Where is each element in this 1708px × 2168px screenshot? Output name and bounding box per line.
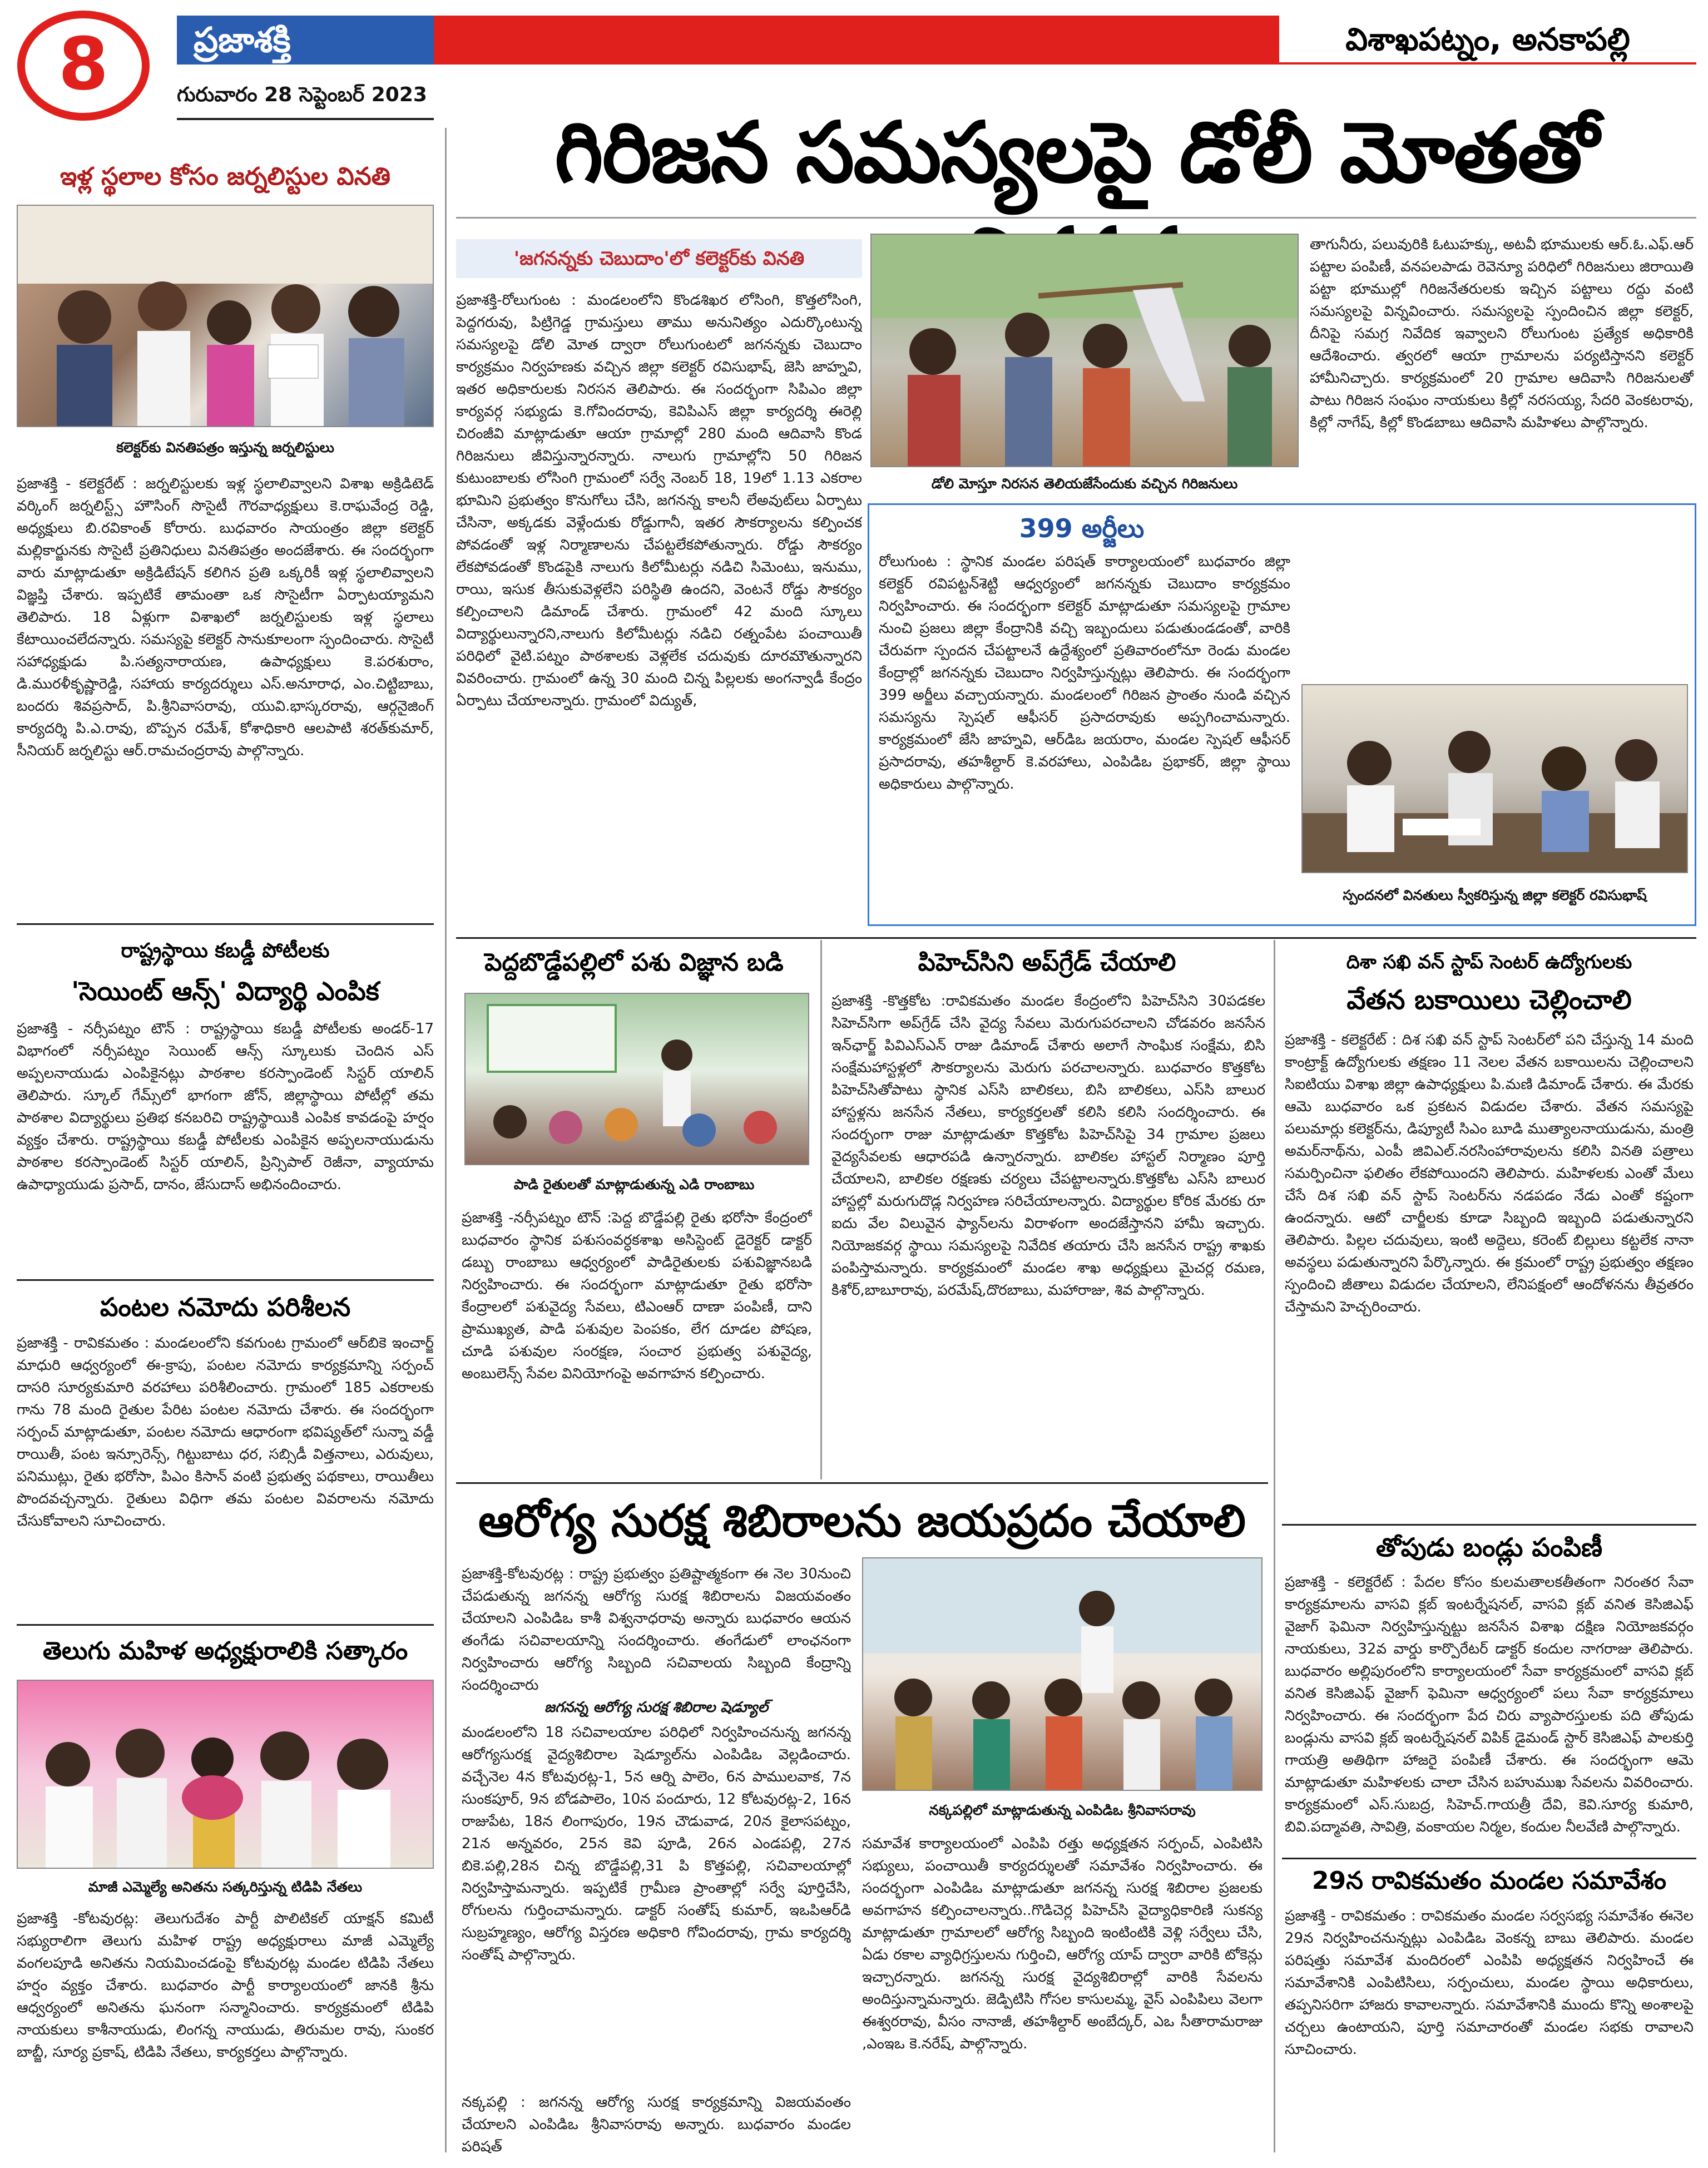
health-body-intro: ప్రజాశక్తి-కోటవురట్ల : రాష్ట్ర ప్రభుత్వం ప్రతిష్టాత్మకంగా ఈ నెల 30నుంచి చేపడుతున్న జగనన్న ఆరోగ్య సురక్ష శిబిరాలను విజయవంతం చేయాలని ఎంపిడిఒ కాశీ విశ్వనాధరావు అన్నారు బుధవారం ఆయన తంగేడు సచివాలయాన్ని సందర్శించారు. తంగేడులో లాంఛనంగా నిర్వహించారు ఆరోగ్య సిబ్బంది సచివాలయ సిబ్బంది కేంద్రాన్ని సందర్శించారు [462,1566,851,1694]
animal-photo [464,993,809,1165]
animal-headline: పెద్దబొడ్డేపల్లిలో పశు విజ్ఞాన బడి [484,948,784,977]
animal-photo-caption: పాడి రైతులతో మాట్లాడుతున్న ఎడి రాంబాబు [513,1176,755,1192]
health-photo [862,1557,1263,1791]
box-399-body: రోలుగుంట : స్థానిక మండల పరిషత్ కార్యాలయంలో బుధవారం జిల్లా కలెక్టర్ రవిపట్టన్‌శెట్టి ఆధ్వర్యంలో జగనన్నకు చెబుదాం కార్యక్రమం నిర్వహించారు. ఈ సందర్భంగా కలెక్టర్ మాట్లాడుతూ సమస్యలపై గ్రామాల నుంచి ప్రజలు జిల్లా కేంద్రానికి వచ్చి ఇబ్బందులు పడుతుండడంతో, వారికి చేరువగా స్పందన చేపట్టాలనే ఉద్దేశ్యంలో ప్రతివారంలోనూ రెండు మండల కేంద్రాల్లో జగనన్నకు చెబుదాం నిర్వహిస్తున్నట్లు తెలిపారు. ఈ సందర్భంగా 399 అర్జీలు వచ్చాయన్నారు. మండలంలో గిరిజన ప్రాంతం నుండి వచ్చిన సమస్యను స్పెషల్ ఆఫీసర్ ప్రసాదరావుకు అప్పగించామన్నారు. కార్యక్రమంలో జేసి జాహ్నవి, ఆర్‌డిఒ జయరాం, మండల స్పెషల్ ఆఫీసర్ ప్రసాదరావు, తహశీల్దార్ కె.వరహాలు, ఎంపిడిఒ ప్రభాకర్, జిల్లా స్థాయి అధికారులు పాల్గొన్నారు. [879,553,1290,793]
page-number: 8 [58,22,109,106]
kabaddi-kicker: రాష్ట్రస్థాయి కబడ్డీ పోటీలకు [121,939,330,962]
section-rule [456,1482,1268,1484]
disha-body: ప్రజాశక్తి - కలెక్టరేట్ : దిశ సఖి వన్ స్టాప్ సెంటర్‌లో పని చేస్తున్న 14 మంది కాంట్రాక్ట్ ఉద్యోగులకు తక్షణం 11 నెలల వేతన బకాయిలను చెల్లించాలని సిఐటియు విశాఖ జిల్లా ఉపాధ్యక్షులు పి.మణి డిమాండ్ చేశారు. ఈ మేరకు ఆమె బుధవారం ఒక ప్రకటన విడుదల చేశారు. వేతన సమస్యపై పలుమార్లు కలెక్టర్‌ను, డిప్యూటీ సిఎం బూడి ముత్యాలనాయుడును, మంత్రి అమర్‌నాథ్‌ను, ఎంపీ జివిఎల్.నరసింహారావులను కలిసి వినతి పత్రాలు సమర్పించినా ఫలితం లేకపోయిందని తెలిపారు. మహిళలకు ఎంతో మేలు చేసే దిశ సఖి వన్ స్టాప్ సెంటర్‌ను నడపడం నేడు ఎంతో కష్టంగా ఉందన్నారు. ఆటో చార్జీలకు కూడా సిబ్బంది ఇబ్బంది పడుతున్నారని తెలిపారు. పిల్లల చదువులు, ఇంటి అద్దెలు, కరెంట్ బిల్లులు కట్టలేక నానా అవస్థలు పడుతున్నారని పేర్కొన్నారు. ఈ క్రమంలో రాష్ట్ర ప్రభుత్వం తక్షణం స్పందించి జీతాలు విడుదల చేయాలని, లేనిపక్షంలో ఆందోళనను తీవ్రతరం చేస్తామని హెచ్చరించారు. [1285,1032,1694,1315]
carts-headline: తోపుడు బండ్లు పంపిణీ [1375,1532,1603,1562]
journalists-headline: ఇళ్ల స్థలాల కోసం జర్నలిస్టుల వినతి [60,162,391,191]
health-body-right: సమావేశ కార్యాలయంలో ఎంపిపి రత్తు అధ్యక్షతన సర్పంచ్, ఎంపిటిసి సభ్యులు, పంచాయితీ కార్యదర్శులతో సమావేశం నిర్వహించారు. ఈ సందర్భంగా ఎంపిడిఒ మాట్లాడుతూ జగనన్న సురక్ష శిబిరాల ప్రజలకు అవగాహన కల్పించాలన్నారు..గొడిచెర్ల పిహెచ్‌సి వైద్యాధికారిణి సుకన్య మాట్లాడుతూ గ్రామాలలో ఆరోగ్య సిబ్బంది ఇంటింటికి వెళ్లి సర్వేలు చేసి, ఏడు రకాల వ్యాధిగ్రస్తులను గుర్తించి, ఆరోగ్య యాప్ ద్వారా వారికి టోకెన్లు ఇచ్చారన్నారు. జగనన్న సురక్ష వైద్యశిబిరాల్లో వారికి సేవలను అందిస్తున్నామన్నారు. జెడ్పిటిసి గోసల కాసులమ్మ, వైస్ ఎంపిపిలు వెలగా ఈశ్వరరావు, వీసం నానాజీ, తహశీల్దార్ అంబేద్కర్, ఎఒ సీతారామరాజు ,ఎంఇఒ కె.నరేష్, పాల్గొన్నారు. [862,1835,1263,2052]
telugu-women-headline: తెలుగు మహిళ అధ్యక్షురాలికి సత్కారం [42,1637,408,1665]
dateline: గురువారం 28 సెప్టెంబర్ 2023 [177,83,427,106]
journalists-photo [17,205,434,427]
main-story-kicker: 'జగనన్నకు చెబుదాం'లో కలెక్టర్‌కు వినతి [456,239,862,278]
page-number-badge [11,10,172,121]
health-photo-scene [863,1558,1263,1791]
collector-photo-scene [1303,685,1688,873]
headline-rule [456,217,1696,219]
doli-protest-photo-caption: డోలి మోస్తూ నిరసన తెలియజేసేందుకు వచ్చిన గిరిజనులు [931,476,1238,492]
carts-body: ప్రజాశక్తి - కలెక్టరేట్ : పేదల కోసం కులమతాలకతీతంగా నిరంతర సేవా కార్యక్రమాలను వాసవి క్లబ్ ఇంటర్నేషనల్, వాసవి క్లబ్ వనిత కెసిజిఎఫ్ వైజాగ్ ఫెమినా నిర్వహిస్తున్నట్టు జనసేన విశాఖ దక్షిణ నియోజకవర్గం నాయకులు, 32వ వార్డు కార్పొరేటర్ డాక్టర్ కందుల నాగరాజు తెలిపారు. బుధవారం అల్లిపురంలోని కార్యాలయంలో సేవా కార్యక్రమంలో వాసవి క్లబ్ వనిత కెసిజిఎఫ్ వైజాగ్ ఫెమినా ఆధ్వర్యంలో పలు సేవా కార్యక్రమాలు నిర్వహించారు. ఈ సందర్భంగా పేద చిరు వ్యాపారస్తులకు పది తోపుడు బండ్లును వాసవి క్లబ్ ఇంటర్నేషనల్ విపిక్ డైమండ్ స్టార్ కెసిజిఎఫ్ పాలకుర్తి గాయత్రి అతిథిగా హాజరై పంపిణీ చేశారు. ఈ సందర్భంగా ఆమె మాట్లాడుతూ మహిళలకు చాలా చేసిన బహుముఖ సేవలను వివరించారు. కార్యక్రమంలో ఎస్.సుబద్ర, సిహెచ్.గాయత్రీ దేవి, కెవి.సూర్య కుమారి, బివి.పద్మావతి, సావిత్రి, వంకాయల నిర్మల, కందుల నీలవేణి పాల్గొన్నారు. [1285,1574,1694,1835]
animal-photo-scene [466,994,809,1165]
telugu-women-photo-caption: మాజీ ఎమ్మెల్యే అనితను సత్కరిస్తున్న టిడిపి నేతలు [88,1879,363,1895]
main-story-body-left: ప్రజాశక్తి-రోలుగుంట : మండలంలోని కొండశిఖర లోసింగి, కొత్తలోసింగి, పెద్దగరువు, పిట్రిగెడ్డ గ్రామస్తులు తాము అనునిత్యం ఎదుర్కొంటున్న సమస్యలపై డోలి మోత ద్వారా రోలుగుంటలో జగనన్నకు చెబుదాం కార్యక్రమం నిర్వహణకు వచ్చిన జిల్లా కలెక్టర్ రవిసుభాష్, జెసి జాహ్నవి, ఇతర అధికారులకు నిరసన తెలిపారు. ఈ సందర్భంగా సిపిఎం జిల్లా కార్యవర్గ సభ్యుడు కె.గోవిందరావు, కెవిపిఎస్ జిల్లా కార్యదర్శి ఈరెల్లి చిరంజీవి మాట్లాడుతూ ఆయా గ్రామాల్లో 280 మంది ఆదివాసి కొండ గిరిజనులు జీవిస్తున్నారన్నారు. నాలుగు గ్రామాల్లోని 50 గిరిజన కుటుంబాలకు లోసింగి గ్రామంలో సర్వే నెంబర్ 18, 19లో 1.13 ఎకరాల భూమిని ప్రభుత్వం కొనుగోలు చేసి, జగనన్న కాలనీ లేఅవుట్‌లు ఏర్పాటు చేసినా, అక్కడకు వెళ్లేందుకు రోడ్డుగానీ, ఇతర సౌకర్యాలను కల్పించక పోవడంతో ఇళ్ల నిర్మాణాలను చేపట్టలేకపోతున్నారు. రోడ్డు సౌకర్యం లేకపోవడంతో కొండపైకి నాలుగు కిలోమీటర్లు నడిచి సిమెంటు, ఇనుము, రాయి, ఇసుక తీసుకువెళ్లలేని పరిస్థితి ఉందని, వెంటనే రోడ్డు సౌకర్యం కల్పించాలని డిమాండ్ చేశారు. గ్రామంలో 42 మంది స్కూలు విద్యార్థులున్నారని,నాలుగు కిలోమీటర్లు నడిచి రత్నంపేట పంచాయితీ పరిధిలో వైటి.పట్నం పాఠశాలకు వెళ్లలేక చదువుకు దూరమౌతున్నారని వివరించారు. గ్రామంలో ఉన్న 30 మంది చిన్న పిల్లలకు అంగన్వాడీ కేంద్రం ఏర్పాటు చేయాలన్నారు. గ్రామంలో విద్యుత్, [456,292,862,709]
section-rule [17,923,434,925]
brand-bar [177,16,434,65]
kabaddi-headline: 'సెయింట్ ఆన్స్' విద్యార్థి ఎంపిక [71,976,379,1006]
kabaddi-body: ప్రజాశక్తి - నర్సీపట్నం టౌన్ : రాష్ట్రస్థాయి కబడ్డీ పోటీలకు అండర్-17 విభాగంలో నర్సీపట్నం సెయింట్ ఆన్స్ స్కూలుకు చెందిన ఎస్ అప్పలనాయుడు ఎంపికైనట్లు పాఠశాల కరస్పాండెంట్ సిస్టర్ యాలిన్ తెలిపారు. స్కూల్ గేమ్స్‌లో భాగంగా జోన్, జిల్లాస్థాయి పోటీల్లో తమ పాఠశాల విద్యార్థులు ప్రతిభ కనబరిచి రాష్ట్రస్థాయికి ఎంపిక కావడంపై హర్షం వ్యక్తం చేశారు. రాష్ట్రస్థాయి కబడ్డీ పోటీలకు ఎంపికైన అప్పలనాయుడును పాఠశాల కరస్పాండెంట్ సిస్టర్ యాలిన్, ప్రిన్సిపాల్ రెజీనా, వ్యాయామ ఉపాధ్యాయుడు ప్రసాద్, దానం, జేసుదాస్ అభినందించారు. [17,1021,434,1193]
section-rule [456,937,1696,939]
telugu-women-photo-scene [18,1681,434,1869]
section-rule [1282,1524,1696,1526]
main-headline: గిరిజన సమస్యలపై డోలీ మోతతో [555,105,1598,201]
journalists-body: ప్రజాశక్తి - కలెక్టరేట్ : జర్నలిస్టులకు ఇళ్ల స్థలాలివ్వాలని విశాఖ అక్రిడిటెడ్ వర్కింగ్ జర్నలిస్ట్స్ హౌసింగ్ సొసైటీ గౌరవాధ్యక్షులు కె.రాఘవేంద్ర రెడ్డి, అధ్యక్షులు బి.రవికాంత్ కోరారు. బుధవారం సాయంత్రం జిల్లా కలెక్టర్ మల్లికార్జునకు సొసైటీ ప్రతినిధులు వినతిపత్రం అందజేశారు. ఈ సందర్భంగా వారు మాట్లాడుతూ అక్రిడిటేషన్ కలిగిన ప్రతి ఒక్కరికీ ఇళ్ల స్థలాలివ్వాలని విజ్ఞప్తి చేశారు. ఇప్పటికే తామంతా ఒక సొసైటీగా ఏర్పాటయ్యామని తెలిపారు. 18 ఏళ్లుగా విశాఖలో జర్నలిస్టులకు ఇళ్ల స్థలాలు కేటాయించలేదన్నారు. సమస్యపై కలెక్టర్ సానుకూలంగా స్పందించారు. సొసైటీ సహాధ్యక్షుడు పి.సత్యనారాయణ, ఉపాధ్యక్షులు కె.పరశురాం, డి.మురళీకృష్ణారెడ్డి, సహాయ కార్యదర్శులు ఎస్.అనూరాధ, ఎం.చిట్టిబాబు, బందరు శివప్రసాద్, పి.శ్రీనివాసరావు, యువి.భాస్కరరావు, ఆర్గనైజింగ్ కార్యదర్శి పి.ఎ.రావు, బొప్పన రమేశ్, కోశాధికారి ఆలపాటి శరత్‌కుమార్, సీనియర్ జర్నలిస్టు ఆర్.రామచంద్రరావు పాల్గొన్నారు. [17,476,434,759]
collector-photo [1301,684,1688,873]
health-photo-caption: నక్కపల్లిలో మాట్లాడుతున్న ఎంపిడిఒ శ్రీనివాసరావు [929,1802,1196,1818]
dateline-rule [177,118,434,120]
journalists-photo-scene [18,206,434,427]
brand-name: ప్రజాశక్తి [194,19,291,60]
doli-protest-scene [872,235,1299,467]
journalists-photo-caption: కలెక్టర్‌కు వినతిపత్రం ఇస్తున్న జర్నలిస్టులు [116,439,334,456]
box-399-headline: 399 అర్జీలు [1019,513,1145,543]
telugu-women-body: ప్రజాశక్తి -కోటవురట్ల: తెలుగుదేశం పార్టీ పొలిటికల్ యాక్షన్ కమిటీ సభ్యురాలిగా తెలుగు మహిళ రాష్ట్ర అధ్యక్షురాలు మాజీ ఎమ్మెల్యే వంగలపూడి అనితను నియమించడంపై కోటవురట్ల మండల టిడిపి నేతలు హర్షం వ్యక్తం చేశారు. బుధవారం పార్టీ కార్యాలయంలో జానకి శ్రీను ఆధ్వర్యంలో అనితను ఘనంగా సన్మానించారు. కార్యక్రమంలో టిడిపి నాయకులు కాశీనాయుడు, లింగన్న నాయుడు, తిరుమల రావు, సుంకర బాబ్జీ, సూర్య ప్రకాష్, టిడిపి నేతలు, కార్యకర్తలు పాల్గొన్నారు. [17,1910,434,2061]
health-schedule-heading: జగనన్న ఆరోగ్య సురక్ష శిబిరాల షెడ్యూల్ [544,1699,769,1716]
section-rule [17,1624,434,1626]
main-story-body-right: తాగునీరు, పలువురికి ఓటుహక్కు, అటవీ భూములకు ఆర్.ఓ.ఎఫ్.ఆర్ పట్టాల పంపిణీ, వనపలపాడు రెవెన్యూ పరిధిలో గిరిజనులు జిరాయితి పట్టా భూముల్లో గిరిజనేతరులకు ఇచ్చిన పట్టాలు రద్దు వంటి సమస్యలపై విన్నవించారు. సమస్యలపై స్పందించిన జిల్లా కలెక్టర్, దీనిపై సమగ్ర నివేదిక ఇవ్వాలని రోలుగుంట ప్రత్యేక అధికారికి ఆదేశించారు. త్వరలో ఆయా గ్రామాలను పర్యటిస్తానని కలెక్టర్ హామీనిచ్చారు. కార్యక్రమంలో 20 గ్రామాల ఆదివాసి గిరిజనులతో పాటు గిరిజన సంఘం నాయకులు కిల్లో నరసయ్య, సేదరి వెంకటరావు, కిల్లో నాగేష్, కిల్లో కొండబాబు ఆదివాసి మహిళలు పాల్గొన్నారు. [1310,236,1694,431]
disha-headline: వేతన బకాయిలు చెల్లించాలి [1346,984,1632,1016]
health-body-nakkapalli: నక్కపల్లి : జగనన్న ఆరోగ్య సురక్ష కార్యక్రమాన్ని విజయవంతం చేయాలని ఎంపిడిఒ శ్రీనివాసరావు అన్నారు. బుధవారం మండల పరిషత్ [462,2094,851,2155]
phc-body: ప్రజాశక్తి -కొత్తకోట :రావికమతం మండల కేంద్రంలోని పిహెచ్‌సిని 30పడకల సిహెచ్‌సిగా అప్‌గ్రేడ్ చేసి వైద్య సేవలు మెరుగుపరచాలని చోడవరం జనసేన ఇన్‌ఛార్జ్ పివిఎస్ఎన్ రాజు డిమాండ్ చేశారు అలాగే సాంఘిక సంక్షేమ, బిసి సంక్షేమహాస్టళ్లలో సౌకర్యాలను మెరుగు పరచాలన్నారు. బుధవారం కొత్తకోట పిహెచ్‌సితోపాటు స్థానిక ఎస్‌సి బాలికలు, బిసి బాలికలు, ఎస్‌సి బాలుర హాస్టళ్లను జనసేన నేతలు, కార్యకర్తలతో కలిసి కలిసి సందర్శించారు. ఈ సందర్భంగా రాజు మాట్లాడుతూ కొత్తకోట పిహెచ్‌సిపై 34 గ్రామాల ప్రజలు వైద్యసేవలకు ఆధారపడి ఉన్నారన్నారు. బాలికల హాస్టల్ నిర్మాణం పూర్తి చేయాలని, బాలికల రక్షణకు చర్యలు చేపట్టాలన్నారు.కొత్తకోట ఎస్‌సి బాలుర హాస్టల్లో మరుగుదొడ్ల నిర్వహణ సరిచేయాలన్నారు. విద్యార్థుల కోరిక మేరకు రూ ఐదు వేల విలువైన ఫ్యాన్‌లను విరాళంగా అందజేస్తానని హామీ ఇచ్చారు. నియోజకవర్గ స్థాయి సమస్యలపై నివేదిక తయారు చేసి జనసేన రాష్ట్ర శాఖకు పంపిస్తామన్నారు. కార్యక్రమంలో మండల శాఖ అధ్యక్షులు మైచర్ల రమణ, కిశోర్,బాబూరావు, పరమేష్,దొరబాబు, మహారాజు, శివ పాల్గొన్నారు. [831,993,1265,1299]
collector-photo-caption: స్పందనలో వినతులు స్వీకరిస్తున్న జిల్లా కలెక్టర్ రవిసుభాష్ [1343,887,1647,903]
meeting-headline: 29న రావికమతం మండల సమావేశం [1311,1867,1667,1895]
section-rule [17,1279,434,1281]
crop-body: ప్రజాశక్తి - రావికమతం : మండలంలోని కవగుంట గ్రామంలో ఆర్‌బికె ఇంచార్జ్ మాధురి ఆధ్వర్యంలో ఈ-క్రాపు, పంటల నమోదు కార్యక్రమాన్ని సర్పంచ్ దాసరి సూర్యకుమారి వరహాలు పరిశీలించారు. గ్రామంలో 185 ఎకరాలకు గాను 78 మంది రైతుల పేరిట పంటల నమోదు చేశారు. ఈ సందర్భంగా సర్పంచ్ మాట్లాడుతూ, పంటల నమోదు ఆధారంగా భవిష్యత్‌లో సున్నా వడ్డీ రాయితీ, పంట ఇన్సూరెన్స్, గిట్టుబాటు ధర, సబ్సిడీ విత్తనాలు, ఎరువులు, పనిముట్లు, రైతు భరోసా, పిఎం కిసాన్ వంటి ప్రభుత్వ పథకాలు, రాయితీలు పొందవచ్చన్నారు. రైతులు విధిగా తమ పంటల వివరాలను నమోదు చేసుకోవాలని సూచించారు. [17,1335,434,1530]
meeting-body: ప్రజాశక్తి - రావికమతం : రావికమతం మండల సర్వసభ్య సమావేశం ఈనెల 29న నిర్వహించనున్నట్లు ఎంపిడిఒ వెంకన్న బాబు తెలిపారు. మండల పరిషత్తు సమావేశ మందిరంలో ఎంపిపి అధ్యక్షతన నిర్వహించే ఈ సమావేశానికి ఎంపిటిసిలు, సర్పంచులు, మండల స్థాయి అధికారులు, తప్పనిసరిగా హాజరు కావాలన్నారు. సమావేశానికి ముందు కొన్ని అంశాలపై చర్చలు ఉంటాయని, పూర్తి సమాచారంతో మండల సభకు రావాలని సూచించారు. [1285,1908,1694,2058]
disha-kicker: దిశా సఖి వన్ స్టాప్ సెంటర్ ఉద్యోగులకు [1346,951,1632,973]
column-divider [1274,940,1275,2152]
health-body-schedule: మండలంలోని 18 సచివాలయాల పరిధిలో నిర్వహించనున్న జగనన్న ఆరోగ్యసురక్ష వైద్యశిబిరాల షెడ్యూల్‌ను ఎంపిడిఒ వెల్లడించారు. వచ్చేనెల 4న కోటవురట్ల-1, 5న ఆర్ని పాలెం, 6న పాములవాక, 7న సుంకపూర్, 9న బోడపాలెం, 10న పందూరు, 12 కోటవురట్ల-2, 16న రాజుపేట, 18న లింగాపురం, 19న చౌడువాడ, 20న కైలాసపట్నం, 21న అన్నవరం, 25న కెవి పూడి, 26న ఎండపల్లి, 27న బికె.పల్లి,28న చిన్న బొడ్డేపల్లి,31 పి కొత్తపల్లి, సచివాలయాల్లో నిర్వహిస్తామన్నారు. ఇప్పటికే గ్రామీణ ప్రాంతాల్లో సర్వే పూర్తిచేసి, రోగులను గుర్తించామన్నారు. డాక్టర్ సంతోష్ కుమార్, ఇఒపిఆర్‌డి సుబ్రహ్మణ్యం, ఆరోగ్య విస్తరణ అధికారి గోవిందరావు, గ్రామ కార్యదర్శి సంతోష్ పాల్గొన్నారు. [462,1724,851,1963]
region-label: విశాఖపట్నం, అనకాపల్లి [1279,16,1696,65]
column-divider [820,940,822,1479]
phc-headline: పిహెచ్‌సిని అప్‌గ్రేడ్ చేయాలి [918,948,1176,977]
column-divider-left [445,128,447,2152]
telugu-women-photo [17,1680,434,1869]
crop-headline: పంటల నమోదు పరిశీలన [100,1292,351,1322]
health-headline: ఆరోగ్య సురక్ష శిబిరాలను జయప్రదం చేయాలి [478,1495,1246,1547]
animal-body: ప్రజాశక్తి -నర్సీపట్నం టౌన్ :పెద్ద బొడ్డేపల్లి రైతు భరోసా కేంద్రంలో బుధవారం స్థానిక పశుసంవర్ధకశాఖ అసిస్టెంట్ డైరెక్టర్ డాక్టర్ డబ్బు రాంబాబు ఆధ్వర్యంలో పాడిరైతులకు పశువిజ్ఞానబడి నిర్వహించారు. ఈ సందర్భంగా మాట్లాడుతూ రైతు భరోసా కేంద్రాలలో పశువైద్య సేవలు, టిఎంఆర్ దాణా పంపిణీ, దాని ప్రాముఖ్యత, పాడి పశువుల పెంపకం, లేగ దూడల పోషణ, చూడి పశువుల సంరక్షణ, సంచార ప్రభుత్వ పశువైద్య, అంబులెన్స్ సేవల వినియోగంపై అవగాహన కల్పించారు. [462,1210,812,1382]
section-rule [1282,1858,1696,1859]
doli-protest-photo [870,234,1299,467]
